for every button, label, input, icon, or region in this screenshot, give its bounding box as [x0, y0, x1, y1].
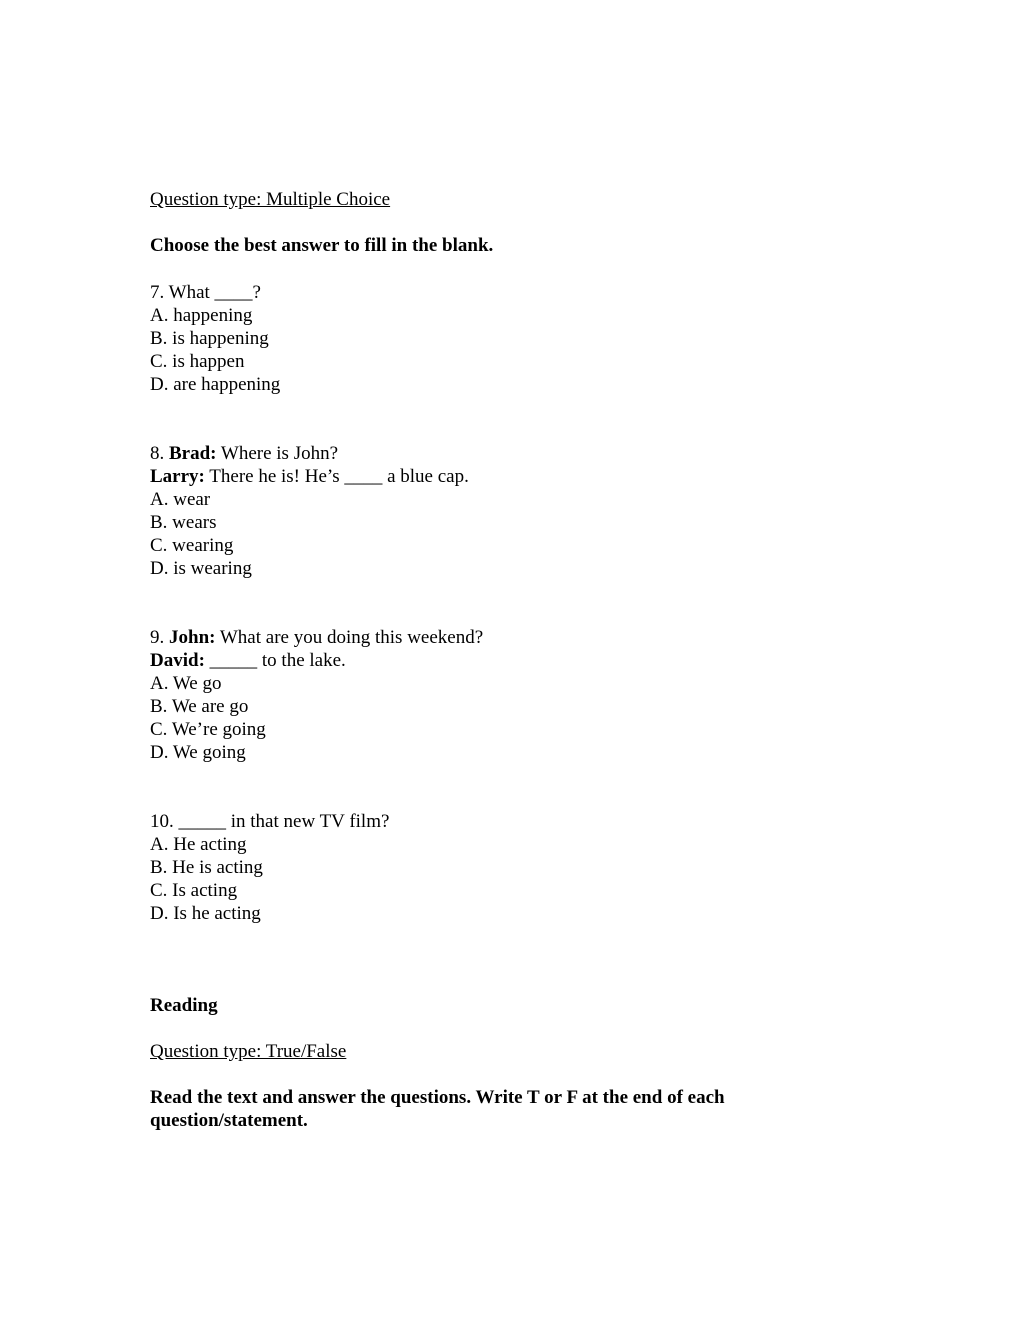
q7-option-b: B. is happening	[150, 328, 269, 349]
q8-speaker-brad: Brad:	[169, 443, 217, 464]
q9-option-a: A. We go	[150, 673, 222, 694]
q9-dialogue	[150, 649, 346, 672]
q8-line1: Where is John?	[216, 443, 339, 464]
q9-speaker-david: David:	[150, 650, 205, 671]
q8-line2: There he is! He’s ____ a blue cap.	[204, 466, 469, 487]
q9-line2: _____ to the lake.	[204, 650, 346, 671]
q9-line1: What are you doing this weekend?	[215, 627, 484, 648]
q9-option-c: C. We’re going	[150, 719, 266, 740]
q9-option-d: D. We going	[150, 742, 246, 763]
q8-option-c: C. wearing	[150, 535, 234, 556]
q9-number: 9.	[150, 627, 169, 648]
question-type-label-2: Question type: True/False	[150, 1041, 347, 1062]
instruction-text: Choose the best answer to fill in the blank.	[150, 235, 494, 256]
q8-stem	[150, 442, 338, 465]
q10-option-b: B. He is acting	[150, 857, 263, 878]
q8-option-a: A. wear	[150, 489, 211, 510]
q9-speaker-john: John:	[169, 627, 216, 648]
q8-number: 8.	[150, 443, 169, 464]
q8-dialogue	[150, 465, 469, 488]
q7-option-c: C. is happen	[150, 351, 245, 372]
q9-stem	[150, 626, 483, 649]
q8-option-d: D. is wearing	[150, 558, 252, 579]
q7-option-d: D. are happening	[150, 374, 281, 395]
q7-option-a: A. happening	[150, 305, 253, 326]
q10-option-d: D. Is he acting	[150, 903, 261, 924]
reading-instruction-line2: question/statement.	[150, 1110, 308, 1131]
q7-stem: 7. What ____?	[150, 282, 261, 303]
q10-option-c: C. Is acting	[150, 880, 238, 901]
reading-instruction-line1: Read the text and answer the questions. Write T or F at the end of each	[150, 1087, 725, 1108]
q10-stem: 10. _____ in that new TV film?	[150, 811, 390, 832]
q8-speaker-larry: Larry:	[150, 466, 205, 487]
reading-heading: Reading	[150, 995, 218, 1016]
q8-option-b: B. wears	[150, 512, 217, 533]
q10-option-a: A. He acting	[150, 834, 247, 855]
q9-option-b: B. We are go	[150, 696, 249, 717]
question-type-label: Question type: Multiple Choice	[150, 189, 391, 210]
